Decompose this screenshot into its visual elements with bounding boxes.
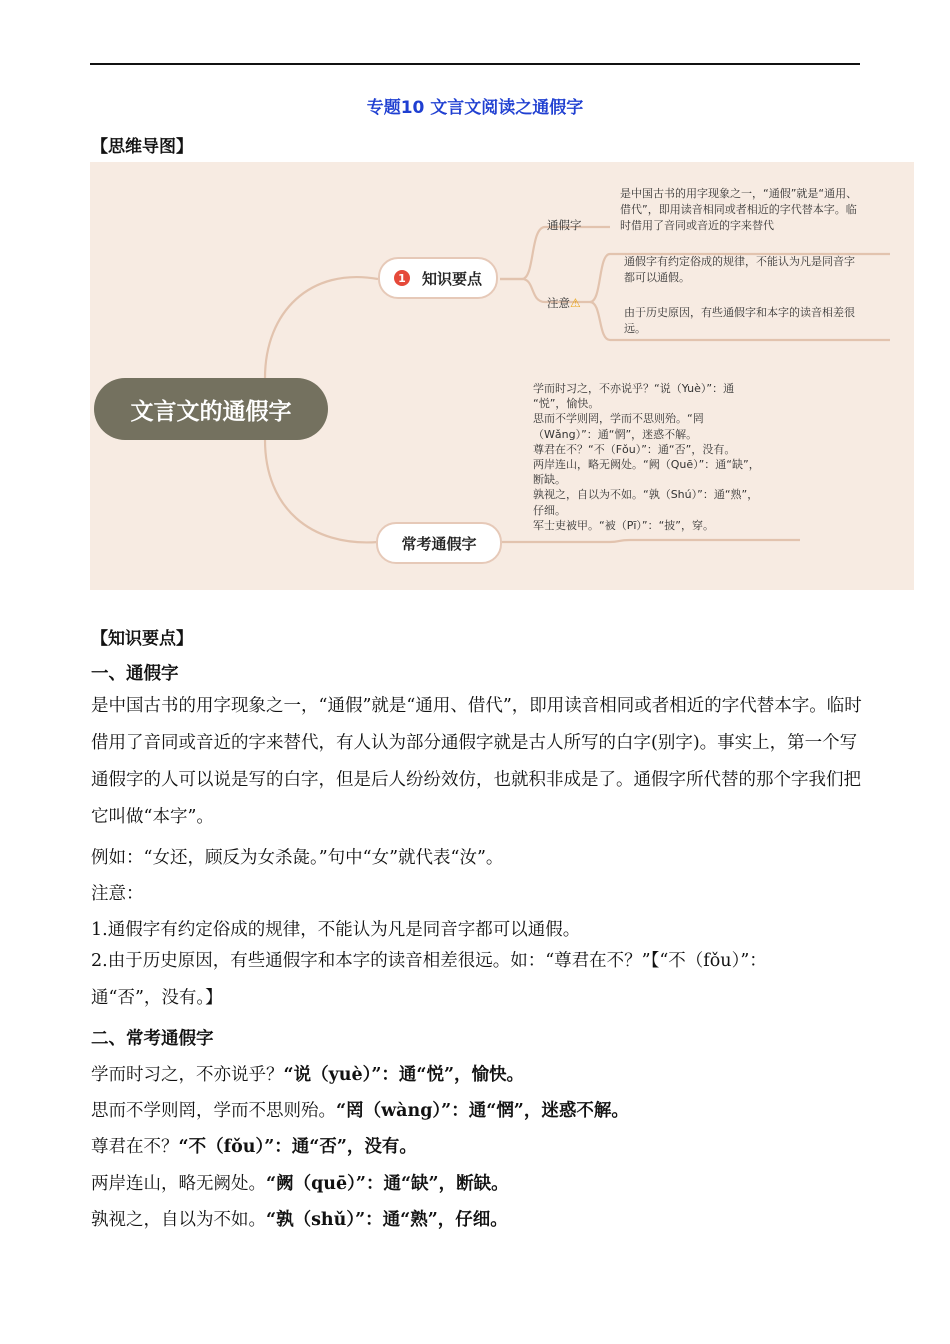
- mindmap-label-notice: 注意⚠: [547, 296, 581, 310]
- number-badge-icon: 1: [394, 270, 410, 286]
- curve-to-branch1: [265, 277, 378, 378]
- mindmap-node-knowledge: [378, 257, 498, 299]
- section1-heading: 一、通假字: [91, 664, 179, 684]
- top-rule: [90, 63, 860, 65]
- mindmap-node-common: [376, 522, 502, 564]
- section1-paragraph: 是中国古书的用字现象之一，“通假”就是“通用、借代”，即用读音相同或者相近的字代替本字。临时借用了音同或音近的字来替代，有人认为部分通假字就是古人所写的白字(别字)。事实上，第一个写通假字的人可以说是写的白字，但是后人纷纷效仿，也就积非成是了。通假字所代替的那个字我们把它叫做“本字”。: [91, 696, 862, 827]
- note-1: 1.通假字有约定俗成的规律，不能认为凡是同音字都可以通假。: [91, 920, 581, 940]
- document-title: 专题10 文言文阅读之通假字: [366, 98, 584, 118]
- list-item: 思而不学则罔，学而不思则殆。“罔（wàng）”：通“惘”，迷惑不解。: [91, 1101, 629, 1121]
- mind-map: [90, 162, 914, 590]
- note-label: 注意：: [91, 884, 144, 904]
- knowledge-heading: 【知识要点】: [91, 629, 193, 649]
- mindmap-common-list: 学而时习之，不亦说乎？“说（Yuè）”：通 “悦”，愉快。 思而不学则罔，学而不思则殆。“罔 （Wǎng）”：通“惘”，迷惑不解。 尊君在不？“不（Fǒu）”：通“否”，没有。 两岸连山，略无阙处。“阙（Quē）”：通“缺”， 断缺。 孰视之，自以为不如。“孰（Shú）”：通“熟”， 仔细。 军士吏被甲。“被（Pī）”：“披”，穿。: [533, 382, 760, 532]
- mindmap-notice-2: 由于历史原因，有些通假字和本字的读音相差很 远。: [624, 306, 855, 335]
- list-item: 孰视之，自以为不如。“孰（shǔ）”：通“熟”，仔细。: [91, 1210, 508, 1230]
- warning-icon: ⚠: [570, 296, 581, 310]
- mindmap-label-tongjiazi: 通假字: [547, 218, 582, 232]
- curve-to-branch2: [265, 440, 378, 542]
- list-item: 两岸连山，略无阙处。“阙（quē）”：通“缺”，断缺。: [91, 1174, 509, 1194]
- note-2: 2.由于历史原因，有些通假字和本字的读音相差很远。如：“尊君在不？”【“不（fǒu）”：通“否”，没有。】: [91, 951, 767, 1008]
- list-item: 学而时习之，不亦说乎？“说（yuè）”：通“悦”，愉快。: [91, 1065, 525, 1085]
- mindmap-heading: 【思维导图】: [91, 137, 193, 157]
- mindmap-root-node: 文言文的通假字: [94, 378, 328, 440]
- mindmap-notice-1: 通假字有约定俗成的规律，不能认为凡是同音字 都可以通假。: [624, 255, 855, 284]
- example-line: 例如：“女还，顾反为女杀彘。”句中“女”就代表“汝”。: [91, 848, 504, 868]
- mindmap-definition-text: 是中国古书的用字现象之一，“通假”就是“通用、 借代”，即用读音相同或者相近的字代替本字。临 时借用了音同或音近的字来替代: [620, 187, 858, 232]
- node-label: 知识要点: [421, 269, 482, 288]
- list-item: 尊君在不？“不（fǒu）”：通“否”，没有。: [91, 1137, 417, 1157]
- node-label: 常考通假字: [401, 534, 477, 553]
- section2-heading: 二、常考通假字: [91, 1029, 214, 1049]
